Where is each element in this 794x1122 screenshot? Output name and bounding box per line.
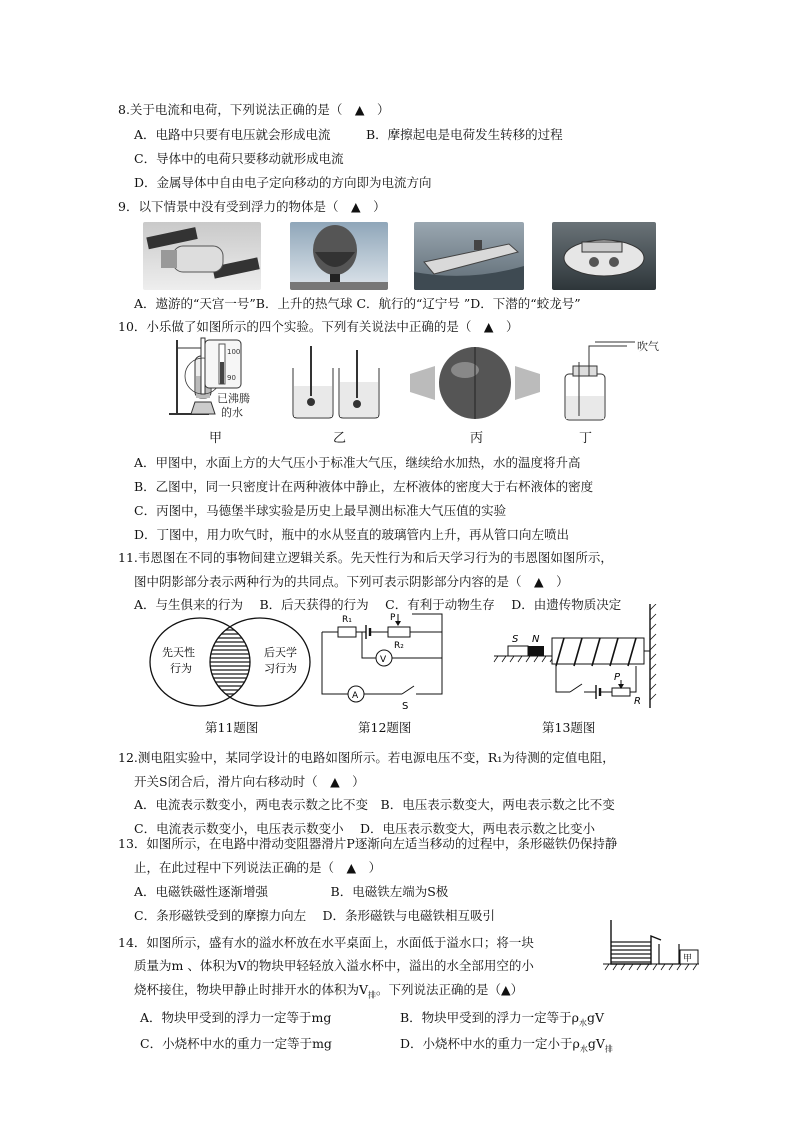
- q9-stem: 9．以下情景中没有受到浮力的物体是（ ▲ ）: [118, 199, 386, 214]
- fig-ding-label: 丁: [579, 431, 593, 446]
- space-station-image: [143, 222, 261, 290]
- q8-option-d: D．金属导体中自由电子定向移动的方向即为电流方向: [134, 175, 432, 190]
- thermometer-100-label: 100: [227, 348, 241, 356]
- q10-option-d: D．丁图中，用力吹气时，瓶中的水从竖直的玻璃管内上升，再从管口向左喷出: [134, 527, 570, 542]
- hydrometer-beakers: [293, 346, 379, 446]
- fig-yi-label: 乙: [333, 431, 347, 446]
- r2-label: R₂: [394, 641, 404, 651]
- q14-option-d: D．小烧杯中水的重力一定小于$\rho_水gV_排$: [400, 1036, 613, 1054]
- q10-figures: [165, 336, 675, 448]
- q14-line-2: 质量为m 、体积为V的物块甲轻轻放入溢水杯中，溢出的水全部用空的小: [134, 958, 534, 973]
- slider-p-label: P: [390, 613, 396, 623]
- fig-jia-label: 甲: [209, 431, 223, 446]
- jiaolong-submersible-photo: [552, 222, 656, 290]
- q8-option-b: B．摩擦起电是电荷发生转移的过程: [366, 127, 563, 142]
- blow-label: 吹气: [637, 340, 659, 353]
- block-jia-label: 甲: [683, 954, 693, 964]
- q12-options-cd: C．电流表示数变小，电压表示数变小 D．电压表示数变大，两电表示数之比变小: [134, 821, 596, 836]
- q14-line-1: 14．如图所示，盛有水的溢水杯放在水平桌面上，水面低于溢水口；将一块: [118, 935, 534, 950]
- boiled-water-label-1: 已沸腾: [217, 392, 250, 405]
- venn-right-label-2: 习行为: [264, 662, 297, 675]
- magnet-s-label: S: [512, 634, 519, 645]
- q10-option-c: C．丙图中，马德堡半球实验是历史上最早测出标准大气压值的实验: [134, 503, 507, 518]
- venn-right-label-1: 后天学: [264, 646, 297, 659]
- q10-option-b: B．乙图中，同一只密度计在两种液体中静止，左杯液体的密度大于右杯液体的密度: [134, 479, 594, 494]
- rheostat-p-label: P: [614, 672, 621, 683]
- rheostat-r-label: R: [634, 696, 641, 707]
- fig-12-caption: 第12题图: [358, 720, 412, 735]
- fig-13-caption: 第13题图: [542, 720, 596, 735]
- fig-bing-label: 丙: [470, 431, 484, 446]
- q12-line-1: 12.测电阻实验中，某同学设计的电路如图所示。若电源电压不变，R₁为待测的定值电阻，: [118, 750, 615, 765]
- ammeter-label: A: [352, 691, 359, 701]
- venn-left-label-2: 行为: [170, 662, 192, 675]
- q14-option-a: A．物块甲受到的浮力一定等于mg: [140, 1010, 332, 1025]
- overflow-cup-diagram: [603, 916, 699, 974]
- voltmeter-label: V: [380, 655, 387, 665]
- q13-options-ab: A．电磁铁磁性逐渐增强 B．电磁铁左端为S极: [134, 884, 449, 899]
- thermometer-90-label: 90: [227, 374, 236, 382]
- q10-option-a: A．甲图中，水面上方的大气压小于标准大气压，继续给水加热，水的温度将升高: [134, 455, 581, 470]
- hot-air-balloon-photo: [290, 222, 388, 290]
- q12-line-2: 开关S闭合后，滑片向右移动时（ ▲ ）: [134, 774, 365, 789]
- venn-diagram: [148, 616, 314, 712]
- r1-label: R₁: [342, 615, 352, 625]
- tiangong-photo: [143, 222, 261, 290]
- blow-bottle-apparatus: [565, 339, 659, 446]
- venn-left-label-1: 先天性: [162, 646, 195, 659]
- boiling-water-apparatus: [169, 338, 250, 446]
- circuit-diagram-12: [318, 608, 448, 712]
- balloon-image: [290, 222, 388, 290]
- q8-option-a: A．电路中只要有电压就会形成电流: [134, 127, 331, 142]
- liaoning-carrier-photo: [414, 222, 524, 290]
- q13-line-2: 止，在此过程中下列说法正确的是（ ▲ ）: [134, 860, 382, 875]
- q11-line-1: 11.韦恩图在不同的事物间建立逻辑关系。先天性行为和后天学习行为的韦恩图如图所示，: [118, 550, 613, 565]
- switch-label: S: [402, 701, 409, 712]
- fig-11-caption: 第11题图: [205, 720, 259, 735]
- q14-option-c: C．小烧杯中水的重力一定等于mg: [140, 1036, 332, 1051]
- q13-options-cd: C．条形磁铁受到的摩擦力向左 D．条形磁铁与电磁铁相互吸引: [134, 908, 496, 923]
- q9-options: A．遨游的“天宫一号”B．上升的热气球 C．航行的“辽宁号 ”D．下潜的“蛟龙号”: [134, 296, 581, 311]
- magnet-n-label: N: [532, 634, 540, 645]
- magdeburg-hemispheres: [410, 347, 540, 446]
- submersible-image: [552, 222, 656, 290]
- aircraft-carrier-image: [414, 222, 524, 290]
- electromagnet-diagram-13: [490, 604, 660, 708]
- q13-line-1: 13．如图所示，在电路中滑动变阻器滑片P逐渐向左适当移动的过程中，条形磁铁仍保持静: [118, 836, 618, 851]
- q12-options-ab: A．电流表示数变小，两电表示数之比不变 B．电压表示数变大，两电表示数之比不变: [134, 797, 615, 812]
- q8-stem: 8.关于电流和电荷，下列说法正确的是（ ▲ ）: [118, 102, 390, 117]
- q14-option-b: B．物块甲受到的浮力一定等于$\rho_水gV$: [400, 1010, 605, 1028]
- q8-option-c: C．导体中的电荷只要移动就形成电流: [134, 151, 344, 166]
- q14-line-3: 烧杯接住，物块甲静止时排开水的体积为$V_排$。下列说法正确的是（▲）: [134, 982, 524, 1000]
- q11-options: A．与生俱来的行为 B．后天获得的行为 C．有利于动物生存 D．由遗传物质决定: [134, 597, 622, 612]
- boiled-water-label-2: 的水: [221, 406, 243, 419]
- q10-stem: 10．小乐做了如图所示的四个实验。下列有关说法中正确的是（ ▲ ）: [118, 319, 519, 334]
- q11-line-2: 图中阴影部分表示两种行为的共同点。下列可表示阴影部分内容的是（ ▲ ）: [134, 574, 569, 589]
